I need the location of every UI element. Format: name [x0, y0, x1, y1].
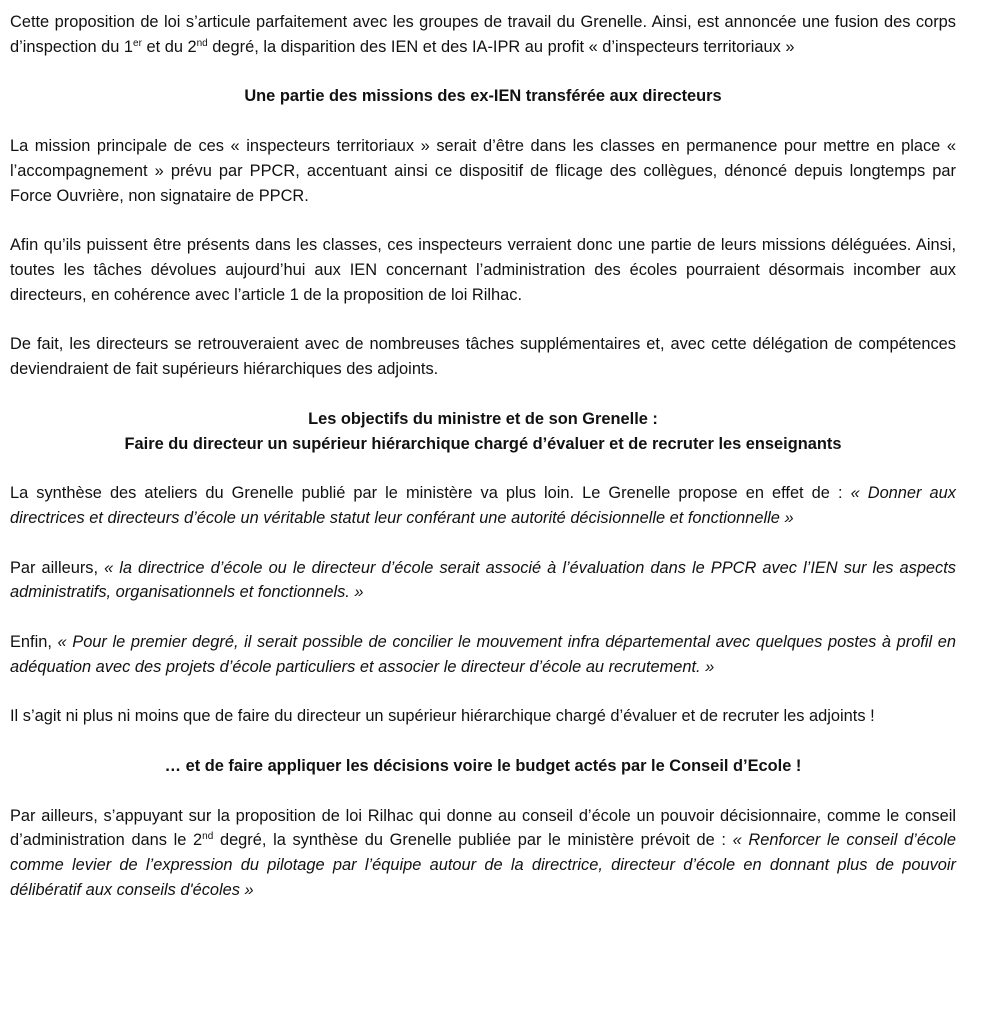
heading-line-1: Les objectifs du ministre et de son Grenelle : [308, 409, 658, 428]
quote-evaluation: « la directrice d’école ou le directeur d’école serait associé à l’évaluation dans le PPCR avec l’IEN sur les aspects administratifs, organisationnels et fonctionnels. » [10, 558, 956, 602]
paragraph-synthese-ateliers: La synthèse des ateliers du Grenelle publié par le ministère va plus loin. Le Grenelle propose en effet de : « Donner aux directrices et directeurs d’école un véritable statut leur conférant une autorité décisionnelle et fonctionnelle » [10, 484, 956, 527]
heading-objectifs-ministre [10, 407, 956, 457]
quote-recrutement: « Pour le premier degré, il serait possible de concilier le mouvement infra départemental avec quelques postes à profil en adéquation avec des projets d’école particuliers et associer le directeur d’école au recrutement. » [10, 632, 956, 676]
paragraph-conclusion: Il s’agit ni plus ni moins que de faire du directeur un supérieur hiérarchique chargé d’évaluer et de recruter les adjoints ! [10, 707, 875, 726]
heading-line-2: Faire du directeur un supérieur hiérarchique chargé d’évaluer et de recruter les enseignants [124, 434, 842, 453]
heading-conseil-ecole: … et de faire appliquer les décisions voire le budget actés par le Conseil d’Ecole ! [164, 756, 802, 775]
document-page [10, 10, 956, 927]
paragraph-grenelle-fusion: Cette proposition de loi s’articule parfaitement avec les groupes de travail du Grenelle. Ainsi, est annoncée une fusion des corps d’inspection du 1er et du 2nd degré, la disparition des IEN et des IA-IPR au profit « d’inspecteurs territoriaux » [10, 13, 956, 56]
quote-conseil-ecole: « Renforcer le conseil d’école comme levier de l’expression du pilotage par l’équipe autour de la directrice, directeur d’école en donnant plus de pouvoir délibératif aux conseils d'écoles » [10, 831, 957, 899]
paragraph-evaluation: Par ailleurs, « la directrice d’école ou le directeur d’école serait associé à l’évaluation dans le PPCR avec l’IEN sur les aspects administratifs, organisationnels et fonctionnels. » [10, 558, 956, 602]
paragraph-recrutement: Enfin, « Pour le premier degré, il serait possible de concilier le mouvement infra départemental avec quelques postes à profil en adéquation avec des projets d’école particuliers et associer le directeur d’école au recrutement. » [10, 632, 956, 676]
heading-missions-transferred: Une partie des missions des ex-IEN transférée aux directeurs [244, 87, 722, 106]
paragraph-directeurs-taches: De fait, les directeurs se retrouveraient avec de nombreuses tâches supplémentaires et, avec cette délégation de compétences deviendraient de fait supérieurs hiérarchiques des adjoints. [10, 335, 956, 379]
paragraph-inspecteurs-mission: La mission principale de ces « inspecteurs territoriaux » serait d’être dans les classes en permanence pour mettre en place « l’accompagnement » prévu par PPCR, accentuant ainsi ce dispositif de flicage des collègues, dénoncé depuis longtemps par Force Ouvrière, non signataire de PPCR. [10, 136, 956, 205]
quote-statut: « Donner aux directrices et directeurs d’école un véritable statut leur conférant une autorité décisionnelle et fonctionnelle » [10, 484, 956, 527]
paragraph-conseil-ecole: Par ailleurs, s’appuyant sur la proposition de loi Rilhac qui donne au conseil d’école un pouvoir décisionnaire, comme le conseil d’administration dans le 2nd degré, la synthèse du Grenelle publiée par le ministère prévoit de : « Renforcer le conseil d’école comme levier de l’expression du pilotage par l’équipe autour de la directrice, directeur d’école en donnant plus de pouvoir délibératif aux conseils d'écoles » [10, 806, 957, 899]
paragraph-missions-delegated: Afin qu’ils puissent être présents dans les classes, ces inspecteurs verraient donc une partie de leurs missions déléguées. Ainsi, toutes les tâches dévolues aujourd’hui aux IEN concernant l’administration des écoles pourraient désormais incomber aux directeurs, en cohérence avec l’article 1 de la proposition de loi Rilhac. [10, 236, 956, 304]
